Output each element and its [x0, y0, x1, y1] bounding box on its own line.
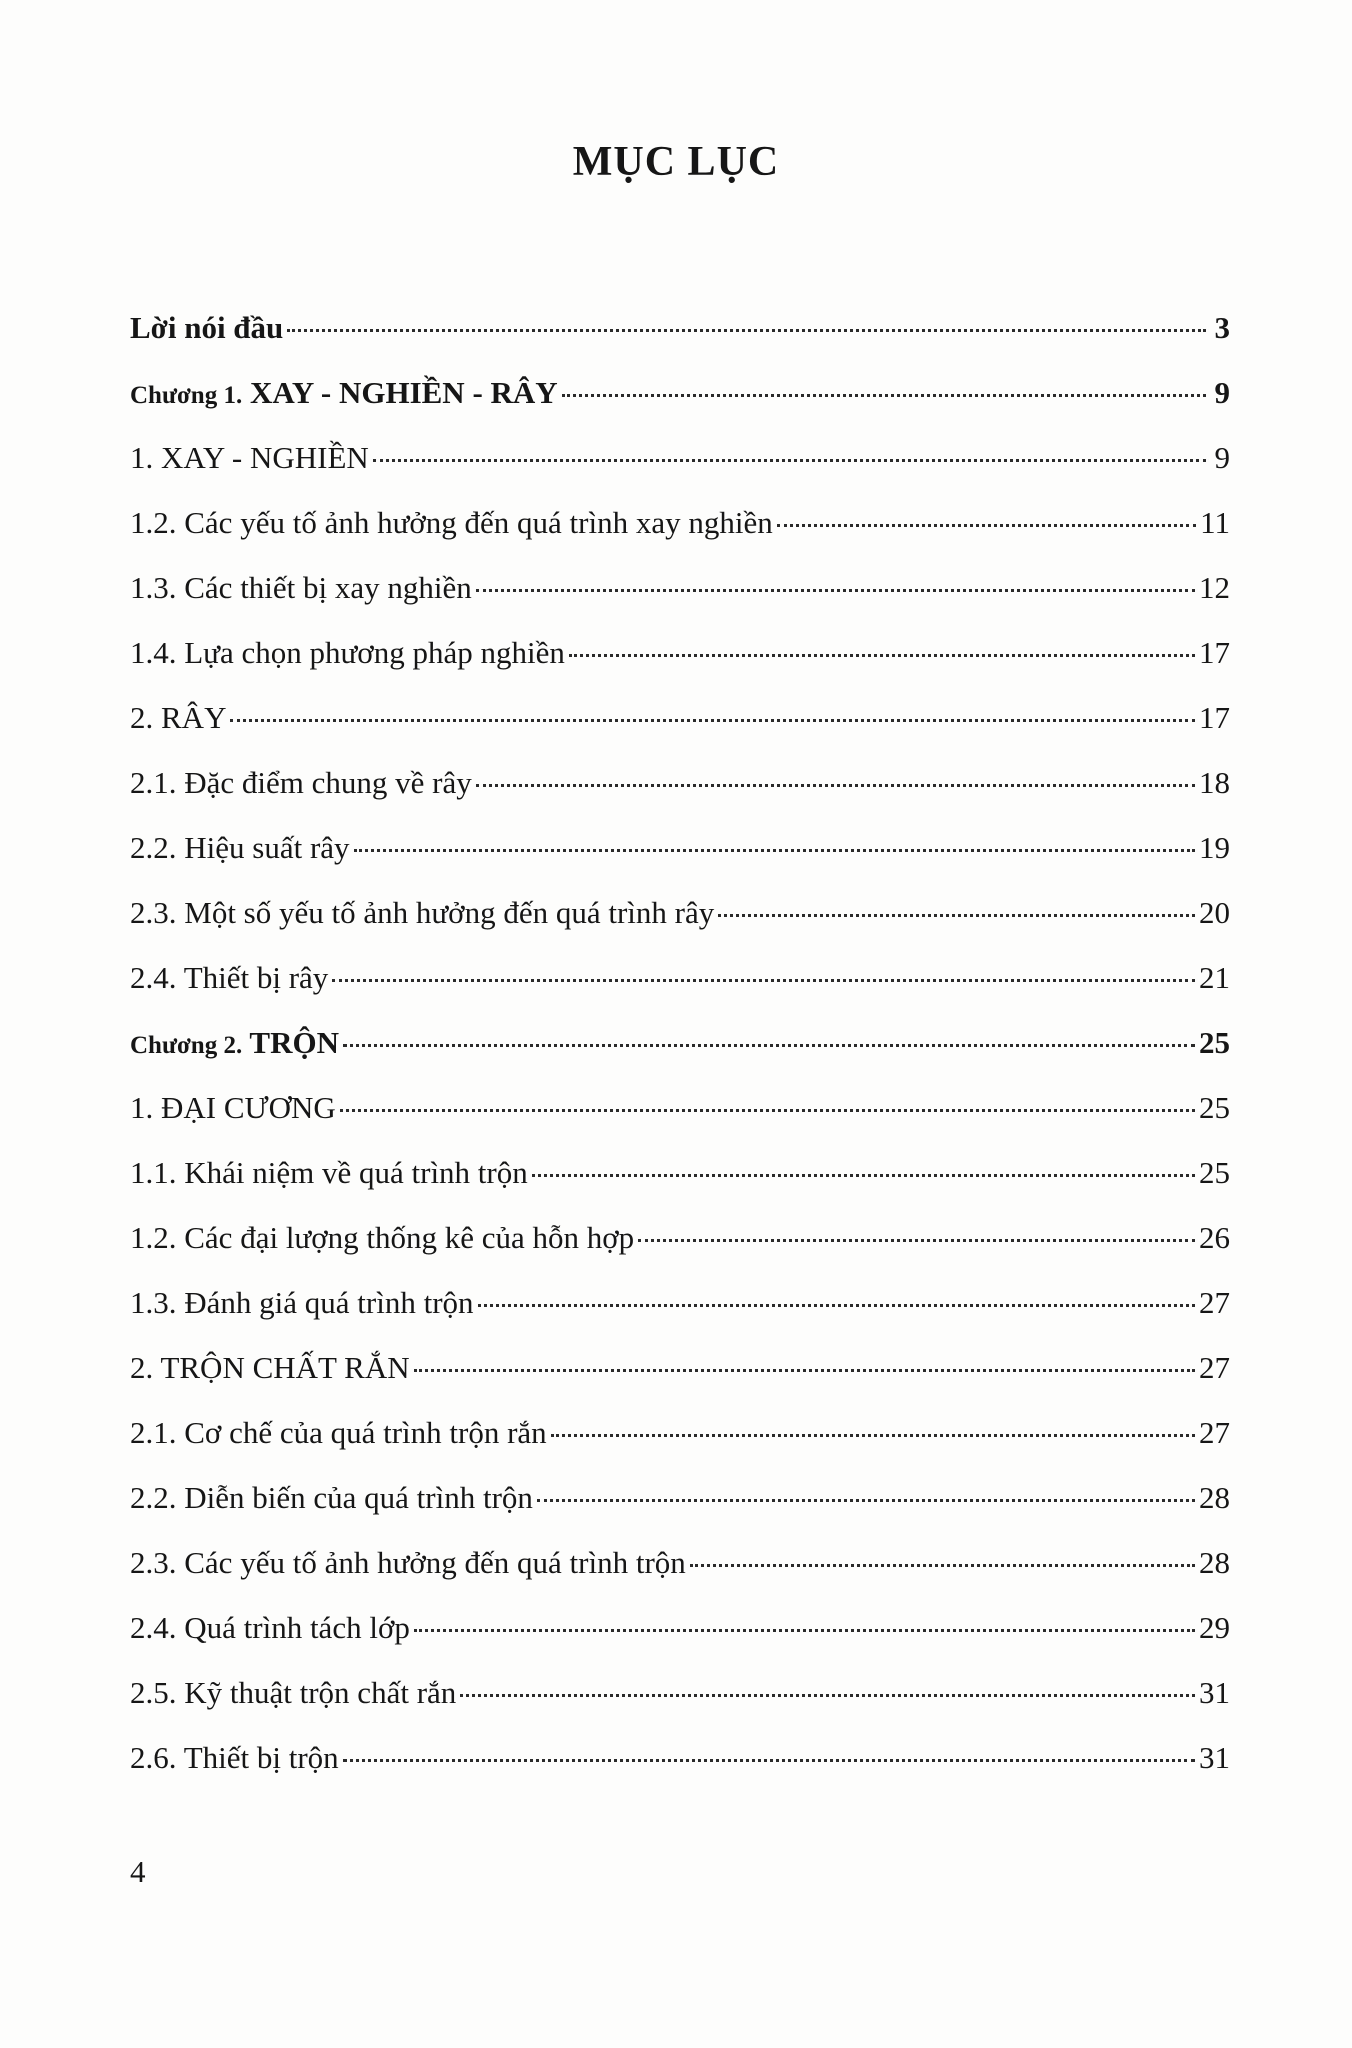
- toc-entry-label: [130, 1153, 528, 1193]
- dot-leader: [562, 392, 1206, 397]
- toc-entry-page: 9: [1214, 440, 1230, 475]
- toc-entry-title: 2.1. Cơ chế của quá trình trộn rắn: [130, 1415, 547, 1450]
- dot-leader: [537, 1497, 1195, 1502]
- toc-entry: [130, 568, 1230, 633]
- dot-leader: [690, 1562, 1195, 1567]
- toc-entry-title: 2.3. Các yếu tố ảnh hưởng đến quá trình trộn: [130, 1545, 686, 1580]
- toc-entry-page: 17: [1199, 700, 1230, 735]
- toc-entry-label: [130, 1348, 410, 1388]
- toc-entry-title: 2.2. Diễn biến của quá trình trộn: [130, 1480, 533, 1515]
- toc-entry: [130, 1218, 1230, 1283]
- toc-entry-label: [130, 373, 558, 416]
- toc-entry-label: [130, 503, 773, 543]
- toc-entry-label: [130, 633, 565, 673]
- dot-leader: [777, 522, 1196, 527]
- toc-entry-page: 26: [1199, 1220, 1230, 1255]
- toc-entry-label: [130, 1478, 533, 1518]
- toc-entry-page: 3: [1214, 310, 1230, 345]
- dot-leader: [414, 1627, 1195, 1632]
- toc-entry-title: XAY - NGHIỀN - RÂY: [242, 375, 558, 410]
- toc-entry-page: 27: [1199, 1350, 1230, 1385]
- dot-leader: [354, 847, 1195, 852]
- toc-entry-title: 2.3. Một số yếu tố ảnh hưởng đến quá trình rây: [130, 895, 715, 930]
- toc-entry: [130, 893, 1230, 958]
- toc-entry-title: 1. ĐẠI CƯƠNG: [130, 1090, 336, 1125]
- toc-entry-page: 25: [1199, 1155, 1230, 1190]
- toc-entry-title: 2.4. Thiết bị rây: [130, 960, 329, 995]
- toc-entry-title: 1.2. Các yếu tố ảnh hưởng đến quá trình xay nghiền: [130, 505, 773, 540]
- page-title: MỤC LỤC: [572, 139, 780, 185]
- toc-entry: [130, 373, 1230, 438]
- toc-entry-label: [130, 698, 226, 738]
- toc-entry-page: 28: [1199, 1480, 1230, 1515]
- toc-entry-page: 25: [1199, 1090, 1230, 1125]
- toc-entry: [130, 1478, 1230, 1543]
- dot-leader: [569, 652, 1195, 657]
- toc-entry-label: [130, 1283, 474, 1323]
- toc-entry-page: 20: [1199, 895, 1230, 930]
- toc-entry-label: [130, 893, 714, 933]
- dot-leader: [332, 977, 1195, 982]
- toc-entry: [130, 1673, 1230, 1738]
- toc-entry-title: 2. TRỘN CHẤT RẮN: [130, 1350, 410, 1385]
- toc-entry-page: 28: [1199, 1545, 1230, 1580]
- toc-entry-label: [130, 1413, 547, 1453]
- toc-entry-title: 1.3. Các thiết bị xay nghiền: [130, 570, 472, 605]
- toc-entry: [130, 1608, 1230, 1673]
- toc-entry: [130, 1153, 1230, 1218]
- toc-entry-label: [130, 438, 369, 478]
- toc-entry-label: [130, 958, 328, 998]
- toc-entry: [130, 503, 1230, 568]
- toc-entry: [130, 438, 1230, 503]
- dot-leader: [287, 327, 1206, 332]
- dot-leader: [478, 1302, 1195, 1307]
- toc-entry: [130, 698, 1230, 763]
- toc-entry: [130, 828, 1230, 893]
- toc-entry-page: 19: [1199, 830, 1230, 865]
- toc-entry-page: 31: [1199, 1675, 1230, 1710]
- toc-entry-page: 11: [1200, 505, 1230, 540]
- toc-entry: [130, 1348, 1230, 1413]
- toc-entry-page: 31: [1199, 1740, 1230, 1775]
- toc-entry-page: 9: [1214, 375, 1230, 410]
- toc-entry-title: TRỘN: [242, 1025, 339, 1060]
- dot-leader: [476, 587, 1195, 592]
- toc-entry: [130, 1283, 1230, 1348]
- toc-entry-label: [130, 1738, 339, 1778]
- dot-leader: [343, 1042, 1195, 1047]
- toc-entry-title: 2.2. Hiệu suất rây: [130, 830, 350, 865]
- dot-leader: [414, 1367, 1195, 1372]
- toc-entry-title: 1.1. Khái niệm về quá trình trộn: [130, 1155, 528, 1190]
- dot-leader: [476, 782, 1195, 787]
- toc-entry: [130, 958, 1230, 1023]
- toc-entry-title: 2.1. Đặc điểm chung về rây: [130, 765, 472, 800]
- toc-entry-label: [130, 763, 472, 803]
- dot-leader: [230, 717, 1195, 722]
- toc-entry-title: 2.5. Kỹ thuật trộn chất rắn: [130, 1675, 457, 1710]
- toc-entry: [130, 633, 1230, 698]
- table-of-contents: [130, 308, 1230, 1803]
- dot-leader: [373, 457, 1206, 462]
- toc-entry: [130, 1543, 1230, 1608]
- dot-leader: [532, 1172, 1195, 1177]
- dot-leader: [340, 1107, 1195, 1112]
- toc-entry-page: 18: [1199, 765, 1230, 800]
- toc-entry: [130, 1023, 1230, 1088]
- toc-entry-label: [130, 1088, 336, 1128]
- toc-entry-title: 1.3. Đánh giá quá trình trộn: [130, 1285, 474, 1320]
- toc-entry-title: Lời nói đầu: [130, 310, 284, 345]
- toc-entry-label: [130, 828, 350, 868]
- toc-entry-label: [130, 1218, 634, 1258]
- toc-entry-label: [130, 568, 472, 608]
- toc-entry-title: 1.4. Lựa chọn phương pháp nghiền: [130, 635, 565, 670]
- toc-entry: [130, 763, 1230, 828]
- toc-entry-page: 29: [1199, 1610, 1230, 1645]
- toc-entry-label: [130, 308, 283, 348]
- toc-entry-chapter-prefix: Chương 2.: [130, 1032, 243, 1059]
- toc-entry-label: [130, 1023, 339, 1066]
- dot-leader: [343, 1757, 1195, 1762]
- toc-entry-label: [130, 1543, 686, 1583]
- toc-entry-page: 27: [1199, 1415, 1230, 1450]
- toc-entry-page: 25: [1199, 1025, 1230, 1060]
- toc-entry-label: [130, 1673, 456, 1713]
- dot-leader: [638, 1237, 1195, 1242]
- toc-entry: [130, 1088, 1230, 1153]
- toc-entry-page: 17: [1199, 635, 1230, 670]
- toc-entry-title: 1.2. Các đại lượng thống kê của hỗn hợp: [130, 1220, 635, 1255]
- toc-entry-title: 1. XAY - NGHIỀN: [130, 440, 369, 475]
- toc-entry: [130, 308, 1230, 373]
- toc-entry-title: 2.4. Quá trình tách lớp: [130, 1610, 410, 1645]
- toc-entry-page: 21: [1199, 960, 1230, 995]
- dot-leader: [551, 1432, 1195, 1437]
- page-number: 4: [130, 1854, 146, 1889]
- toc-entry-title: 2. RÂY: [130, 700, 227, 735]
- toc-entry-title: 2.6. Thiết bị trộn: [130, 1740, 339, 1775]
- dot-leader: [460, 1692, 1195, 1697]
- dot-leader: [718, 912, 1195, 917]
- toc-entry: [130, 1738, 1230, 1803]
- toc-entry-page: 27: [1199, 1285, 1230, 1320]
- toc-entry-label: [130, 1608, 410, 1648]
- toc-entry: [130, 1413, 1230, 1478]
- toc-entry-chapter-prefix: Chương 1.: [130, 382, 243, 409]
- toc-entry-page: 12: [1199, 570, 1230, 605]
